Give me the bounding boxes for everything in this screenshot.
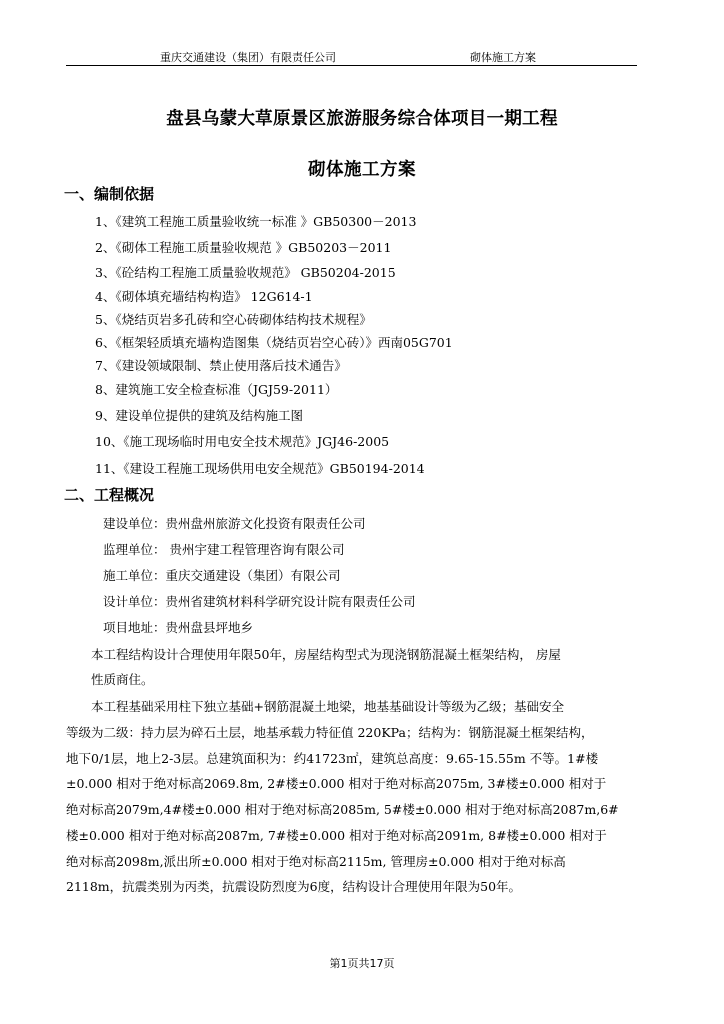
basis-item: 7、《建设领域限制、禁止使用落后技术通告》 bbox=[95, 358, 347, 373]
header-doc-name: 砌体施工方案 bbox=[470, 51, 536, 64]
basis-item: 8、建筑施工安全检查标准（JGJ59-2011） bbox=[95, 382, 338, 397]
page-number: 第1页共17页 bbox=[329, 957, 395, 970]
basis-item: 4、《砌体填充墙结构构造》 12G614-1 bbox=[95, 289, 313, 304]
unit-line: 建设单位：贵州盘州旅游文化投资有限责任公司 bbox=[103, 516, 366, 531]
section-heading-basis: 一、编制依据 bbox=[64, 185, 155, 203]
section-heading-overview: 二、工程概况 bbox=[64, 486, 155, 504]
overview-paragraph-line: 地下0/1层，地上2-3层。总建筑面积为：约41723㎡，建筑总高度：9.65-15.55m 不等。1#楼 bbox=[66, 751, 599, 766]
basis-item: 1、《建筑工程施工质量验收统一标准 》GB50300－2013 bbox=[95, 214, 417, 229]
overview-paragraph-line: ±0.000 相对于绝对标高2069.8m, 2#楼±0.000 相对于绝对标高2075m, 3#楼±0.000 相对于 bbox=[66, 776, 607, 791]
basis-item: 2、《砌体工程施工质量验收规范 》GB50203－2011 bbox=[95, 240, 392, 255]
document-title: 盘县乌蒙大草原景区旅游服务综合体项目一期工程 bbox=[166, 109, 558, 129]
overview-paragraph-line: 绝对标高2098m,派出所±0.000 相对于绝对标高2115m, 管理房±0.000 相对于绝对标高 bbox=[66, 854, 566, 869]
overview-paragraph-line: 楼±0.000 相对于绝对标高2087m, 7#楼±0.000 相对于绝对标高2091m, 8#楼±0.000 相对于 bbox=[66, 828, 607, 843]
basis-item: 11、《建设工程施工现场供用电安全规范》GB50194-2014 bbox=[95, 461, 425, 476]
unit-line: 设计单位：贵州省建筑材料科学研究设计院有限责任公司 bbox=[103, 594, 416, 609]
overview-paragraph-line: 2118m，抗震类别为丙类，抗震设防烈度为6度，结构设计合理使用年限为50年。 bbox=[66, 879, 522, 894]
overview-paragraph-line: 性质商住。 bbox=[91, 672, 154, 687]
overview-paragraph-line: 本工程结构设计合理使用年限50年，房屋结构型式为现浇钢筋混凝土框架结构， 房屋 bbox=[91, 647, 561, 662]
basis-item: 5、《烧结页岩多孔砖和空心砖砌体结构技术规程》 bbox=[95, 312, 372, 327]
unit-line: 监理单位： 贵州宇建工程管理咨询有限公司 bbox=[103, 542, 345, 557]
unit-line: 施工单位：重庆交通建设（集团）有限公司 bbox=[103, 568, 341, 583]
overview-paragraph-line: 等级为二级：持力层为碎石土层，地基承载力特征值 220KPa；结构为：钢筋混凝土框架结构， bbox=[66, 725, 594, 740]
basis-item: 6、《框架轻质填充墙构造图集（烧结页岩空心砖）》西南05G701 bbox=[95, 335, 453, 350]
basis-item: 10、《施工现场临时用电安全技术规范》JGJ46-2005 bbox=[95, 434, 390, 449]
basis-item: 9、建设单位提供的建筑及结构施工图 bbox=[95, 408, 303, 423]
basis-item: 3、《砼结构工程施工质量验收规范》 GB50204-2015 bbox=[95, 265, 396, 280]
header-company: 重庆交通建设（集团）有限责任公司 bbox=[160, 51, 336, 64]
overview-paragraph-line: 本工程基础采用柱下独立基础+钢筋混凝土地梁，地基基础设计等级为乙级；基础安全 bbox=[91, 699, 564, 714]
unit-line: 项目地址：贵州盘县坪地乡 bbox=[103, 620, 254, 635]
document-subtitle: 砌体施工方案 bbox=[308, 160, 416, 180]
header-rule bbox=[66, 65, 637, 66]
overview-paragraph-line: 绝对标高2079m,4#楼±0.000 相对于绝对标高2085m, 5#楼±0.000 相对于绝对标高2087m,6# bbox=[66, 802, 619, 817]
